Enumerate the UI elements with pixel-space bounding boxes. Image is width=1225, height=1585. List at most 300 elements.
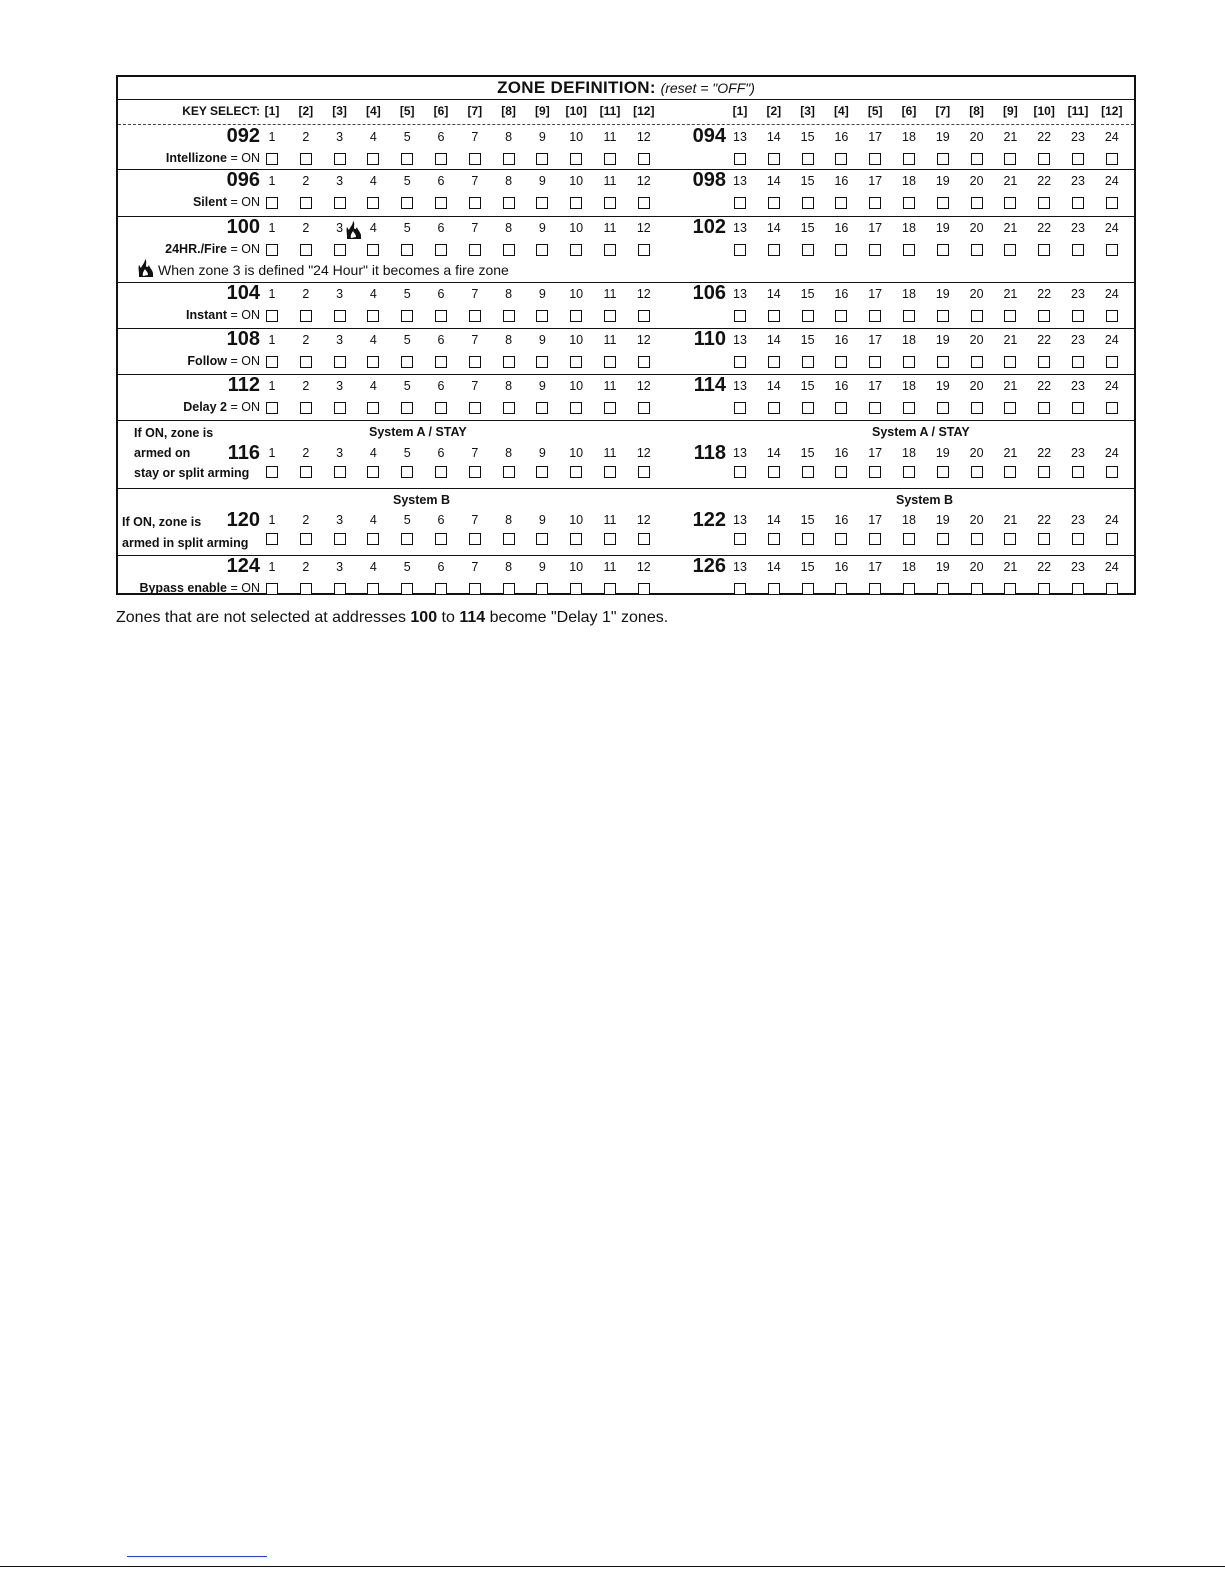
checkbox-zone-24[interactable] bbox=[1106, 583, 1118, 595]
zone-number-8: 8 bbox=[505, 174, 513, 188]
zone-number-4: 4 bbox=[369, 333, 377, 347]
zone-number-11: 11 bbox=[603, 174, 617, 188]
zone-number-8: 8 bbox=[505, 130, 513, 144]
checkbox-zone-13[interactable] bbox=[734, 466, 746, 478]
zone-number-23: 23 bbox=[1071, 379, 1085, 393]
checkbox-zone-3[interactable] bbox=[334, 244, 346, 256]
checkbox-zone-7[interactable] bbox=[469, 356, 481, 368]
checkbox-zone-12[interactable] bbox=[638, 402, 650, 414]
checkbox-zone-17[interactable] bbox=[869, 244, 881, 256]
checkbox-zone-15[interactable] bbox=[802, 244, 814, 256]
checkbox-zone-8[interactable] bbox=[503, 533, 515, 545]
row-label-name: 24HR./Fire bbox=[165, 242, 227, 256]
zone-number-2: 2 bbox=[302, 513, 310, 527]
page-bottom-rule bbox=[0, 1566, 1225, 1567]
checkbox-zone-24[interactable] bbox=[1106, 356, 1118, 368]
zone-number-23: 23 bbox=[1071, 513, 1085, 527]
zone-number-12: 12 bbox=[636, 379, 651, 393]
checkbox-zone-3[interactable] bbox=[334, 356, 346, 368]
zone-number-5: 5 bbox=[403, 379, 411, 393]
checkbox-zone-23[interactable] bbox=[1072, 356, 1084, 368]
side-label-line-1: If ON, zone is bbox=[134, 426, 214, 440]
checkbox-zone-23[interactable] bbox=[1072, 310, 1084, 322]
checkbox-zone-7[interactable] bbox=[469, 402, 481, 414]
checkbox-zone-6[interactable] bbox=[435, 197, 447, 209]
checkbox-zone-18[interactable] bbox=[903, 402, 915, 414]
checkbox-zone-2[interactable] bbox=[300, 356, 312, 368]
checkbox-zone-23[interactable] bbox=[1072, 533, 1084, 545]
key-select-right-5: [5] bbox=[867, 104, 883, 118]
checkbox-zone-11[interactable] bbox=[604, 583, 616, 595]
checkbox-zone-19[interactable] bbox=[937, 583, 949, 595]
zone-number-22: 22 bbox=[1037, 333, 1052, 347]
checkbox-zone-21[interactable] bbox=[1004, 197, 1016, 209]
checkbox-zone-13[interactable] bbox=[734, 244, 746, 256]
checkbox-zone-4[interactable] bbox=[367, 197, 379, 209]
checkbox-zone-10[interactable] bbox=[570, 533, 582, 545]
checkbox-zone-21[interactable] bbox=[1004, 583, 1016, 595]
checkbox-zone-7[interactable] bbox=[469, 244, 481, 256]
checkbox-zone-16[interactable] bbox=[835, 533, 847, 545]
checkbox-zone-24[interactable] bbox=[1106, 153, 1118, 165]
checkbox-zone-24[interactable] bbox=[1106, 197, 1118, 209]
checkbox-zone-12[interactable] bbox=[638, 466, 650, 478]
key-select-right-7: [7] bbox=[935, 104, 951, 118]
checkbox-zone-3[interactable] bbox=[334, 583, 346, 595]
checkbox-zone-11[interactable] bbox=[604, 533, 616, 545]
checkbox-zone-17[interactable] bbox=[869, 310, 881, 322]
checkbox-zone-2[interactable] bbox=[300, 153, 312, 165]
checkbox-zone-22[interactable] bbox=[1038, 197, 1050, 209]
zone-number-17: 17 bbox=[868, 174, 883, 188]
checkbox-zone-12[interactable] bbox=[638, 197, 650, 209]
checkbox-zone-4[interactable] bbox=[367, 356, 379, 368]
checkbox-zone-13[interactable] bbox=[734, 402, 746, 414]
checkbox-zone-23[interactable] bbox=[1072, 402, 1084, 414]
zone-number-19: 19 bbox=[935, 446, 950, 460]
zone-number-8: 8 bbox=[505, 446, 513, 460]
checkbox-zone-4[interactable] bbox=[367, 153, 379, 165]
checkbox-zone-16[interactable] bbox=[835, 244, 847, 256]
row-label-name: Bypass enable bbox=[139, 581, 227, 595]
page-link-underline bbox=[127, 1556, 267, 1557]
zone-number-13: 13 bbox=[733, 174, 747, 188]
checkbox-zone-4[interactable] bbox=[367, 533, 379, 545]
checkbox-zone-17[interactable] bbox=[869, 466, 881, 478]
checkbox-zone-8[interactable] bbox=[503, 402, 515, 414]
checkbox-zone-5[interactable] bbox=[401, 153, 413, 165]
checkbox-zone-18[interactable] bbox=[903, 310, 915, 322]
row-label-suffix: = ON bbox=[227, 400, 260, 414]
checkbox-zone-22[interactable] bbox=[1038, 310, 1050, 322]
zone-number-15: 15 bbox=[800, 560, 815, 574]
zone-number-17: 17 bbox=[868, 333, 883, 347]
checkbox-zone-8[interactable] bbox=[503, 356, 515, 368]
zone-number-14: 14 bbox=[766, 513, 781, 527]
checkbox-zone-20[interactable] bbox=[971, 533, 983, 545]
zone-number-22: 22 bbox=[1037, 446, 1052, 460]
checkbox-zone-8[interactable] bbox=[503, 153, 515, 165]
checkbox-zone-19[interactable] bbox=[937, 533, 949, 545]
zone-number-12: 12 bbox=[636, 560, 651, 574]
checkbox-zone-1[interactable] bbox=[266, 153, 278, 165]
checkbox-zone-14[interactable] bbox=[768, 197, 780, 209]
section-104 bbox=[118, 282, 1134, 329]
zone-number-20: 20 bbox=[969, 560, 984, 574]
checkbox-zone-7[interactable] bbox=[469, 466, 481, 478]
checkbox-zone-24[interactable] bbox=[1106, 466, 1118, 478]
checkbox-zone-19[interactable] bbox=[937, 466, 949, 478]
checkbox-zone-2[interactable] bbox=[300, 197, 312, 209]
checkbox-zone-2[interactable] bbox=[300, 533, 312, 545]
checkbox-zone-12[interactable] bbox=[638, 356, 650, 368]
checkbox-zone-9[interactable] bbox=[536, 197, 548, 209]
zone-number-2: 2 bbox=[302, 287, 310, 301]
checkbox-zone-16[interactable] bbox=[835, 153, 847, 165]
checkbox-zone-7[interactable] bbox=[469, 197, 481, 209]
side-label-line-2: armed in split arming bbox=[122, 536, 249, 550]
checkbox-zone-19[interactable] bbox=[937, 402, 949, 414]
zone-number-2: 2 bbox=[302, 379, 310, 393]
zone-number-3: 3 bbox=[336, 174, 344, 188]
checkbox-zone-16[interactable] bbox=[835, 356, 847, 368]
checkbox-zone-21[interactable] bbox=[1004, 310, 1016, 322]
checkbox-zone-14[interactable] bbox=[768, 153, 780, 165]
checkbox-zone-20[interactable] bbox=[971, 310, 983, 322]
checkbox-zone-15[interactable] bbox=[802, 583, 814, 595]
checkbox-zone-1[interactable] bbox=[266, 533, 278, 545]
checkbox-zone-8[interactable] bbox=[503, 583, 515, 595]
key-select-right-3: [3] bbox=[800, 104, 815, 118]
checkbox-zone-21[interactable] bbox=[1004, 153, 1016, 165]
checkbox-zone-11[interactable] bbox=[604, 356, 616, 368]
checkbox-zone-13[interactable] bbox=[734, 356, 746, 368]
checkbox-zone-20[interactable] bbox=[971, 466, 983, 478]
zone-number-15: 15 bbox=[800, 287, 815, 301]
checkbox-zone-19[interactable] bbox=[937, 153, 949, 165]
checkbox-zone-20[interactable] bbox=[971, 244, 983, 256]
checkbox-zone-23[interactable] bbox=[1072, 244, 1084, 256]
checkbox-zone-12[interactable] bbox=[638, 244, 650, 256]
checkbox-zone-7[interactable] bbox=[469, 533, 481, 545]
checkbox-zone-1[interactable] bbox=[266, 356, 278, 368]
checkbox-zone-1[interactable] bbox=[266, 197, 278, 209]
zone-number-22: 22 bbox=[1037, 379, 1052, 393]
zone-number-21: 21 bbox=[1003, 560, 1018, 574]
checkbox-zone-6[interactable] bbox=[435, 402, 447, 414]
checkbox-zone-22[interactable] bbox=[1038, 153, 1050, 165]
checkbox-zone-17[interactable] bbox=[869, 153, 881, 165]
checkbox-zone-13[interactable] bbox=[734, 310, 746, 322]
checkbox-zone-24[interactable] bbox=[1106, 310, 1118, 322]
key-select-left-7: [7] bbox=[467, 104, 483, 118]
checkbox-zone-11[interactable] bbox=[604, 197, 616, 209]
zone-number-19: 19 bbox=[935, 174, 950, 188]
checkbox-zone-16[interactable] bbox=[835, 197, 847, 209]
zone-number-1: 1 bbox=[268, 446, 276, 460]
checkbox-zone-12[interactable] bbox=[638, 153, 650, 165]
checkbox-zone-16[interactable] bbox=[835, 466, 847, 478]
checkbox-zone-7[interactable] bbox=[469, 583, 481, 595]
checkbox-zone-1[interactable] bbox=[266, 583, 278, 595]
checkbox-zone-15[interactable] bbox=[802, 466, 814, 478]
zone-number-6: 6 bbox=[437, 174, 445, 188]
checkbox-zone-24[interactable] bbox=[1106, 244, 1118, 256]
checkbox-zone-22[interactable] bbox=[1038, 583, 1050, 595]
checkbox-zone-23[interactable] bbox=[1072, 197, 1084, 209]
key-select-right-4: [4] bbox=[834, 104, 849, 118]
checkbox-zone-1[interactable] bbox=[266, 466, 278, 478]
checkbox-zone-19[interactable] bbox=[937, 244, 949, 256]
checkbox-zone-3[interactable] bbox=[334, 466, 346, 478]
checkbox-zone-11[interactable] bbox=[604, 244, 616, 256]
checkbox-zone-22[interactable] bbox=[1038, 533, 1050, 545]
checkbox-zone-17[interactable] bbox=[869, 356, 881, 368]
checkbox-zone-6[interactable] bbox=[435, 583, 447, 595]
checkbox-zone-14[interactable] bbox=[768, 310, 780, 322]
zone-number-19: 19 bbox=[935, 560, 950, 574]
zone-number-13: 13 bbox=[733, 333, 747, 347]
checkbox-zone-10[interactable] bbox=[570, 356, 582, 368]
checkbox-zone-3[interactable] bbox=[334, 197, 346, 209]
checkbox-zone-9[interactable] bbox=[536, 466, 548, 478]
checkbox-zone-7[interactable] bbox=[469, 310, 481, 322]
checkbox-zone-1[interactable] bbox=[266, 244, 278, 256]
zone-number-4: 4 bbox=[369, 446, 377, 460]
checkbox-zone-4[interactable] bbox=[367, 402, 379, 414]
checkbox-zone-15[interactable] bbox=[802, 310, 814, 322]
checkbox-zone-15[interactable] bbox=[802, 402, 814, 414]
checkbox-zone-24[interactable] bbox=[1106, 533, 1118, 545]
zone-number-10: 10 bbox=[569, 287, 584, 301]
checkbox-zone-11[interactable] bbox=[604, 402, 616, 414]
key-select-right-1: [1] bbox=[732, 104, 748, 118]
checkbox-zone-5[interactable] bbox=[401, 244, 413, 256]
checkbox-zone-9[interactable] bbox=[536, 583, 548, 595]
checkbox-zone-3[interactable] bbox=[334, 153, 346, 165]
zone-number-1: 1 bbox=[268, 379, 276, 393]
checkbox-zone-4[interactable] bbox=[367, 583, 379, 595]
checkbox-zone-10[interactable] bbox=[570, 466, 582, 478]
checkbox-zone-6[interactable] bbox=[435, 244, 447, 256]
checkbox-zone-13[interactable] bbox=[734, 197, 746, 209]
checkbox-zone-5[interactable] bbox=[401, 310, 413, 322]
checkbox-zone-15[interactable] bbox=[802, 197, 814, 209]
checkbox-zone-22[interactable] bbox=[1038, 466, 1050, 478]
key-select-right-2: [2] bbox=[766, 104, 782, 118]
checkbox-zone-18[interactable] bbox=[903, 153, 915, 165]
checkbox-zone-13[interactable] bbox=[734, 583, 746, 595]
zone-number-12: 12 bbox=[636, 287, 651, 301]
row-label-112 bbox=[128, 400, 260, 414]
checkbox-zone-16[interactable] bbox=[835, 402, 847, 414]
checkbox-zone-14[interactable] bbox=[768, 244, 780, 256]
checkbox-zone-23[interactable] bbox=[1072, 583, 1084, 595]
checkbox-zone-12[interactable] bbox=[638, 310, 650, 322]
checkbox-zone-15[interactable] bbox=[802, 153, 814, 165]
checkbox-zone-23[interactable] bbox=[1072, 466, 1084, 478]
checkbox-zone-5[interactable] bbox=[401, 402, 413, 414]
checkbox-zone-6[interactable] bbox=[435, 356, 447, 368]
zone-number-20: 20 bbox=[969, 333, 984, 347]
checkbox-zone-15[interactable] bbox=[802, 533, 814, 545]
zone-number-8: 8 bbox=[505, 513, 513, 527]
zone-number-23: 23 bbox=[1071, 130, 1085, 144]
checkbox-zone-22[interactable] bbox=[1038, 244, 1050, 256]
checkbox-zone-18[interactable] bbox=[903, 244, 915, 256]
key-select-right-10: [10] bbox=[1033, 104, 1055, 118]
zone-number-5: 5 bbox=[403, 174, 411, 188]
zone-number-13: 13 bbox=[733, 446, 747, 460]
zone-number-4: 4 bbox=[369, 130, 377, 144]
checkbox-zone-18[interactable] bbox=[903, 583, 915, 595]
checkbox-zone-8[interactable] bbox=[503, 310, 515, 322]
checkbox-zone-7[interactable] bbox=[469, 153, 481, 165]
checkbox-zone-11[interactable] bbox=[604, 310, 616, 322]
checkbox-zone-10[interactable] bbox=[570, 153, 582, 165]
checkbox-zone-2[interactable] bbox=[300, 583, 312, 595]
checkbox-zone-9[interactable] bbox=[536, 244, 548, 256]
zone-number-17: 17 bbox=[868, 379, 883, 393]
checkbox-zone-15[interactable] bbox=[802, 356, 814, 368]
checkbox-zone-14[interactable] bbox=[768, 402, 780, 414]
zone-number-22: 22 bbox=[1037, 513, 1052, 527]
zone-number-13: 13 bbox=[733, 379, 747, 393]
checkbox-zone-12[interactable] bbox=[638, 533, 650, 545]
zone-number-5: 5 bbox=[403, 446, 411, 460]
zone-number-6: 6 bbox=[437, 287, 445, 301]
checkbox-zone-14[interactable] bbox=[768, 466, 780, 478]
checkbox-zone-20[interactable] bbox=[971, 402, 983, 414]
checkbox-zone-4[interactable] bbox=[367, 310, 379, 322]
checkbox-zone-3[interactable] bbox=[334, 402, 346, 414]
address-118: 118 bbox=[693, 442, 726, 464]
checkbox-zone-3[interactable] bbox=[334, 533, 346, 545]
checkbox-zone-20[interactable] bbox=[971, 197, 983, 209]
checkbox-zone-8[interactable] bbox=[503, 466, 515, 478]
checkbox-zone-19[interactable] bbox=[937, 310, 949, 322]
system-label-left: System A / STAY bbox=[369, 425, 467, 439]
checkbox-zone-5[interactable] bbox=[401, 583, 413, 595]
checkbox-zone-1[interactable] bbox=[266, 402, 278, 414]
checkbox-zone-2[interactable] bbox=[300, 466, 312, 478]
zone-definition-table bbox=[116, 75, 1136, 595]
checkbox-zone-9[interactable] bbox=[536, 153, 548, 165]
checkbox-zone-21[interactable] bbox=[1004, 466, 1016, 478]
checkbox-zone-17[interactable] bbox=[869, 533, 881, 545]
checkbox-zone-6[interactable] bbox=[435, 466, 447, 478]
checkbox-zone-3[interactable] bbox=[334, 310, 346, 322]
checkbox-zone-10[interactable] bbox=[570, 197, 582, 209]
checkbox-zone-14[interactable] bbox=[768, 356, 780, 368]
checkbox-zone-13[interactable] bbox=[734, 153, 746, 165]
checkbox-zone-4[interactable] bbox=[367, 244, 379, 256]
checkbox-zone-11[interactable] bbox=[604, 466, 616, 478]
zone-number-3: 3 bbox=[336, 513, 344, 527]
checkbox-zone-6[interactable] bbox=[435, 533, 447, 545]
checkbox-zone-8[interactable] bbox=[503, 244, 515, 256]
checkbox-zone-8[interactable] bbox=[503, 197, 515, 209]
checkbox-zone-9[interactable] bbox=[536, 310, 548, 322]
zone-number-23: 23 bbox=[1071, 333, 1085, 347]
checkbox-zone-16[interactable] bbox=[835, 310, 847, 322]
footnote-to: 114 bbox=[459, 609, 486, 626]
zone-number-21: 21 bbox=[1003, 333, 1018, 347]
checkbox-zone-9[interactable] bbox=[536, 533, 548, 545]
checkbox-zone-18[interactable] bbox=[903, 466, 915, 478]
zone-number-16: 16 bbox=[834, 174, 849, 188]
checkbox-zone-2[interactable] bbox=[300, 310, 312, 322]
checkbox-zone-17[interactable] bbox=[869, 583, 881, 595]
checkbox-zone-6[interactable] bbox=[435, 310, 447, 322]
checkbox-zone-5[interactable] bbox=[401, 356, 413, 368]
checkbox-zone-14[interactable] bbox=[768, 583, 780, 595]
checkbox-zone-23[interactable] bbox=[1072, 153, 1084, 165]
checkbox-zone-19[interactable] bbox=[937, 197, 949, 209]
checkbox-zone-9[interactable] bbox=[536, 356, 548, 368]
checkbox-zone-10[interactable] bbox=[570, 402, 582, 414]
footnote-from: 100 bbox=[410, 609, 438, 626]
key-select-left-12: [12] bbox=[633, 104, 655, 118]
zone-number-18: 18 bbox=[902, 221, 916, 235]
zone-number-11: 11 bbox=[603, 221, 617, 235]
checkbox-zone-2[interactable] bbox=[300, 402, 312, 414]
checkbox-zone-21[interactable] bbox=[1004, 244, 1016, 256]
checkbox-zone-5[interactable] bbox=[401, 533, 413, 545]
checkbox-zone-24[interactable] bbox=[1106, 402, 1118, 414]
checkbox-zone-10[interactable] bbox=[570, 310, 582, 322]
zone-number-19: 19 bbox=[935, 130, 950, 144]
checkbox-zone-11[interactable] bbox=[604, 153, 616, 165]
checkbox-zone-17[interactable] bbox=[869, 402, 881, 414]
system-label-right: System A / STAY bbox=[872, 425, 970, 439]
checkbox-zone-6[interactable] bbox=[435, 153, 447, 165]
checkbox-zone-22[interactable] bbox=[1038, 402, 1050, 414]
zone-number-6: 6 bbox=[437, 333, 445, 347]
key-select-right-6: [6] bbox=[901, 104, 917, 118]
checkbox-zone-4[interactable] bbox=[367, 466, 379, 478]
key-select-label: KEY SELECT: bbox=[182, 104, 260, 118]
checkbox-zone-20[interactable] bbox=[971, 356, 983, 368]
checkbox-zone-19[interactable] bbox=[937, 356, 949, 368]
checkbox-zone-17[interactable] bbox=[869, 197, 881, 209]
address-100: 100 bbox=[226, 216, 260, 238]
checkbox-zone-16[interactable] bbox=[835, 583, 847, 595]
checkbox-zone-20[interactable] bbox=[971, 153, 983, 165]
checkbox-zone-12[interactable] bbox=[638, 583, 650, 595]
checkbox-zone-18[interactable] bbox=[903, 197, 915, 209]
checkbox-zone-18[interactable] bbox=[903, 356, 915, 368]
checkbox-zone-13[interactable] bbox=[734, 533, 746, 545]
checkbox-zone-20[interactable] bbox=[971, 583, 983, 595]
zone-number-2: 2 bbox=[302, 446, 310, 460]
checkbox-zone-18[interactable] bbox=[903, 533, 915, 545]
checkbox-zone-5[interactable] bbox=[401, 197, 413, 209]
checkbox-zone-1[interactable] bbox=[266, 310, 278, 322]
checkbox-zone-5[interactable] bbox=[401, 466, 413, 478]
checkbox-zone-21[interactable] bbox=[1004, 356, 1016, 368]
checkbox-zone-2[interactable] bbox=[300, 244, 312, 256]
checkbox-zone-9[interactable] bbox=[536, 402, 548, 414]
zone-number-18: 18 bbox=[902, 333, 916, 347]
checkbox-zone-10[interactable] bbox=[570, 244, 582, 256]
checkbox-zone-21[interactable] bbox=[1004, 533, 1016, 545]
zone-number-12: 12 bbox=[636, 174, 651, 188]
checkbox-zone-21[interactable] bbox=[1004, 402, 1016, 414]
checkbox-zone-22[interactable] bbox=[1038, 356, 1050, 368]
checkbox-zone-14[interactable] bbox=[768, 533, 780, 545]
checkbox-zone-10[interactable] bbox=[570, 583, 582, 595]
